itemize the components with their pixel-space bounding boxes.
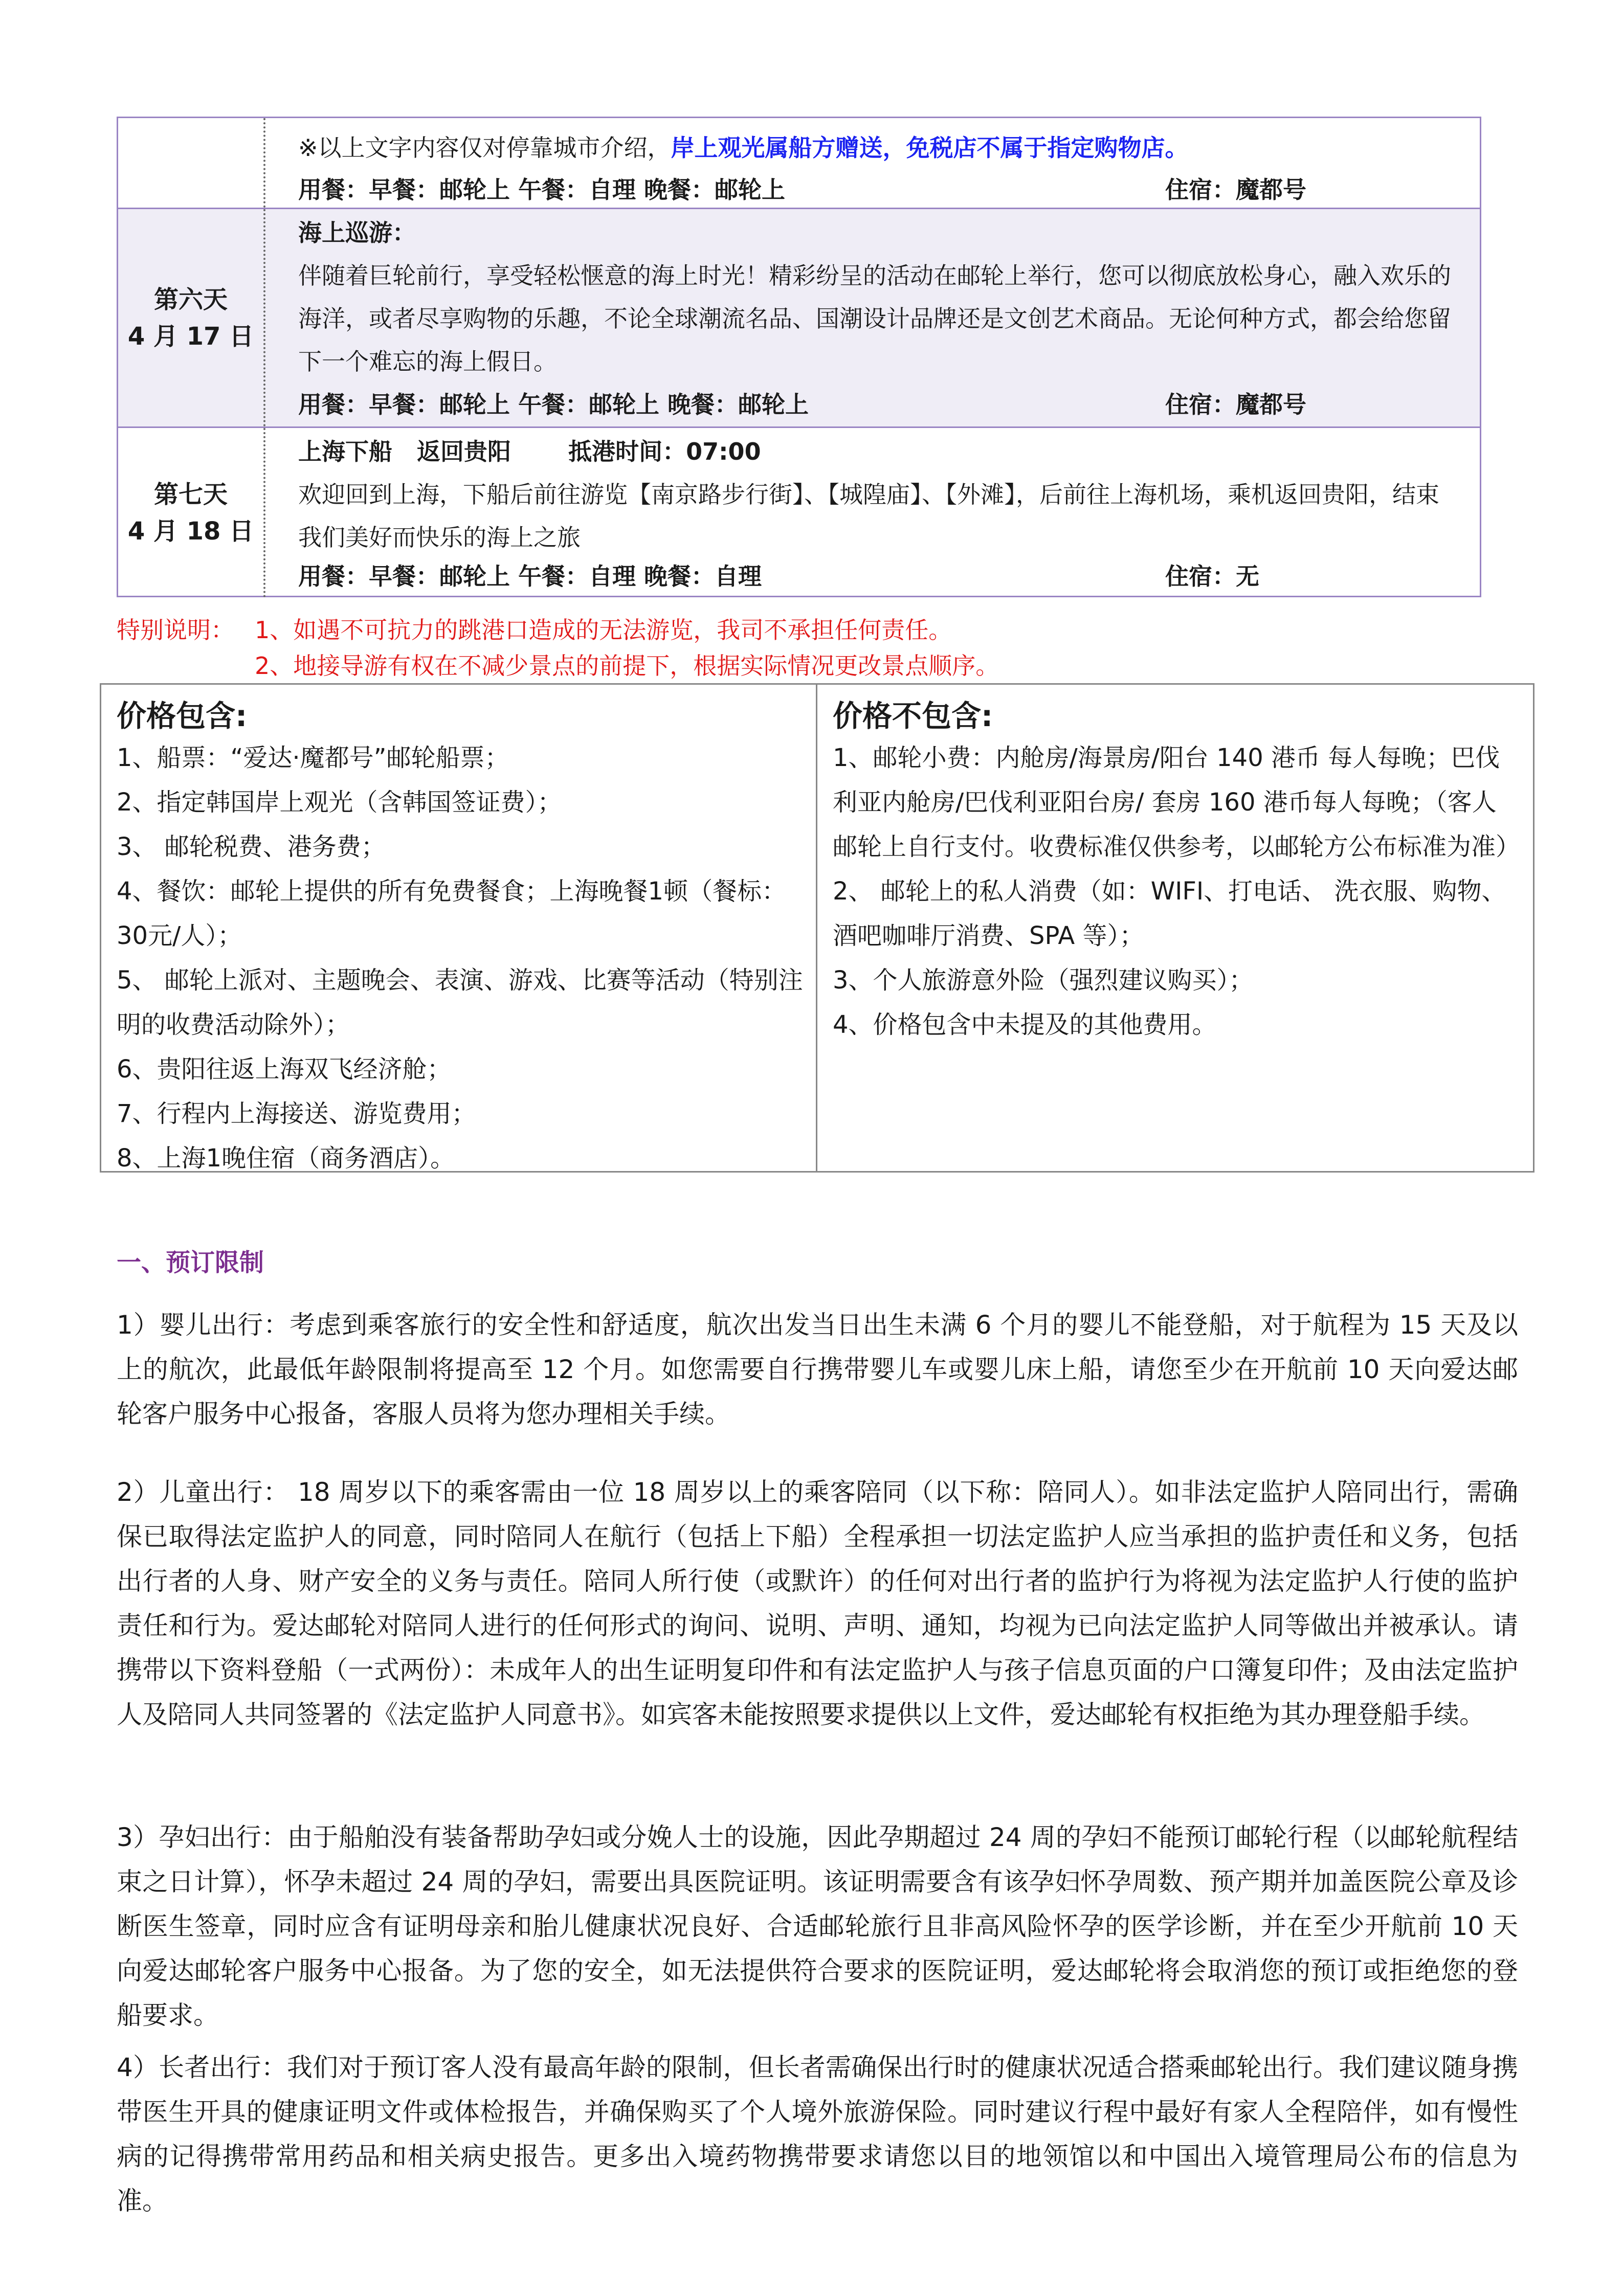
day-label: 第六天: [153, 285, 228, 314]
special-notes-label: 特别说明：: [117, 616, 234, 644]
list-item: 1、船票：“爱达·魔都号”邮轮船票；: [117, 744, 509, 772]
section-title: 一、预订限制: [117, 1248, 264, 1277]
note-highlight: 岸上观光属船方赠送，免税店不属于指定购物店。: [671, 134, 1189, 162]
day-cell-empty: [118, 118, 265, 208]
note-text: ※以上文字内容仅对停靠城市介绍，: [298, 134, 671, 162]
list-item: 2、指定韩国岸上观光（含韩国签证费）；: [117, 788, 562, 817]
day-description: 伴随着巨轮前行，享受轻松惬意的海上时光！精彩纷呈的活动在邮轮上举行，您可以彻底放松身心，融入欢乐的海洋，或者尽享购物的乐趣，不论全球潮流名品、国潮设计品牌还是文创艺术商品。无论何种方式，都会给您留下一个难忘的海上假日。: [298, 262, 1451, 375]
list-item: 3、个人旅游意外险（强烈建议购买）；: [833, 966, 1254, 995]
price-excludes-list: [833, 736, 1521, 1047]
booking-seniors: 4）长者出行：我们对于预订客人没有最高年龄的限制，但长者需确保出行时的健康状况适合搭乘邮轮出行。我们建议随身携带医生开具的健康证明文件或体检报告，并确保购买了个人境外旅游保险。同时建议行程中最好有家人全程陪伴，如有慢性病的记得携带常用药品和相关病史报告。更多出入境药物携带要求请您以目的地领馆以和中国出入境管理局公布的信息为准。: [117, 2053, 1518, 2216]
lodging-info: 住宿：魔都号: [1165, 391, 1306, 418]
list-item: 3、 邮轮税费、港务费；: [117, 832, 386, 861]
date-label: 4 月 18 日: [127, 516, 254, 546]
day-description: 欢迎回到上海，下船后前往游览【南京路步行街】、【城隍庙】、【外滩】，后前往上海机场，乘机返回贵阳，结束我们美好而快乐的海上之旅: [298, 481, 1439, 551]
day-label: 第七天: [153, 480, 228, 509]
meals-info: 用餐：早餐：邮轮上 午餐：自理 晚餐：邮轮上: [298, 176, 786, 204]
day-cell: [118, 209, 265, 426]
day-title: 上海下船 返回贵阳 抵港时间：07:00: [298, 438, 761, 465]
booking-pregnant: 3）孕妇出行：由于船舶没有装备帮助孕妇或分娩人士的设施，因此孕期超过 24 周的孕妇不能预订邮轮行程（以邮轮航程结束之日计算），怀孕未超过 24 周的孕妇，需要出具医院证明。该证明需要含有该孕妇怀孕周数、预产期并加盖医院公章及诊断医生签章，同时应含有证明母亲和胎儿健康状况良好、合适邮轮旅行且非高风险怀孕的医学诊断，并在至少开航前 10 天向爱达邮轮客户服务中心报备。为了您的安全，如无法提供符合要求的医院证明，爱达邮轮将会取消您的预订或拒绝您的登船要求。: [117, 1822, 1518, 2030]
itinerary-row-day6: [118, 208, 1480, 426]
port-note: [298, 129, 1189, 163]
list-item: 4、价格包含中未提及的其他费用。: [833, 1010, 1217, 1039]
itinerary-table: [117, 117, 1481, 597]
itinerary-row-day7: [118, 426, 1480, 597]
price-includes: [101, 685, 817, 1171]
price-excludes: [817, 685, 1533, 1171]
day-title: 海上巡游：: [298, 219, 416, 246]
list-item: 2、 邮轮上的私人消费（如：WIFI、打电话、 洗衣服、购物、酒吧咖啡厅消费、SPA 等）；: [833, 877, 1506, 950]
list-item: 1、邮轮小费：内舱房/海景房/阳台 140 港币 每人每晚；巴伐利亚内舱房/巴伐利亚阳台房/ 套房 160 港币每人每晚；（客人邮轮上自行支付。收费标准仅供参考，以邮轮方公布标准为准）: [833, 744, 1521, 861]
list-item: 8、上海1晚住宿（商务酒店）。: [117, 1144, 455, 1173]
list-item: 6、贵阳往返上海双飞经济舱；: [117, 1055, 452, 1084]
special-note-1: 1、如遇不可抗力的跳港口造成的无法游览，我司不承担任何责任。: [255, 616, 952, 644]
meals-info: 用餐：早餐：邮轮上 午餐：邮轮上 晚餐：邮轮上: [298, 391, 809, 418]
date-label: 4 月 17 日: [127, 322, 254, 351]
list-item: 4、餐饮：邮轮上提供的所有免费餐食；上海晚餐1顿（餐标：30元/人）；: [117, 877, 787, 950]
lodging-info: 住宿：魔都号: [1165, 176, 1306, 204]
price-includes-title: 价格包含:: [117, 699, 248, 733]
itinerary-row-port-note: [118, 118, 1480, 208]
price-includes-list: [117, 736, 806, 1181]
booking-infant: 1）婴儿出行：考虑到乘客旅行的安全性和舒适度，航次出发当日出生未满 6 个月的婴儿不能登船，对于航程为 15 天及以上的航次，此最低年龄限制将提高至 12 个月。如您需要自行携带婴儿车或婴儿床上船，请您至少在开航前 10 天向爱达邮轮客户服务中心报备，客服人员将为您办理相关手续。: [117, 1310, 1518, 1429]
meals-info: 用餐：早餐：邮轮上 午餐：自理 晚餐：自理: [298, 562, 762, 590]
booking-children: 2）儿童出行： 18 周岁以下的乘客需由一位 18 周岁以上的乘客陪同（以下称：陪同人）。如非法定监护人陪同出行，需确保已取得法定监护人的同意，同时陪同人在航行（包括上下船）全程承担一切法定监护人应当承担的监护责任和义务，包括出行者的人身、财产安全的义务与责任。陪同人所行使（或默许）的任何对出行者的监护行为将视为法定监护人行使的监护责任和行为。爱达邮轮对陪同人进行的任何形式的询问、说明、声明、通知，均视为已向法定监护人同等做出并被承认。请携带以下资料登船（一式两份）：未成年人的出生证明复印件和有法定监护人与孩子信息页面的户口簿复印件；及由法定监护人及陪同人共同签署的《法定监护人同意书》。如宾客未能按照要求提供以上文件，爱达邮轮有权拒绝为其办理登船手续。: [117, 1477, 1518, 1729]
lodging-info: 住宿：无: [1165, 562, 1259, 590]
price-table: [100, 683, 1534, 1173]
list-item: 5、 邮轮上派对、主题晚会、表演、游戏、比赛等活动（特别注明的收费活动除外）；: [117, 966, 803, 1039]
price-excludes-title: 价格不包含:: [833, 699, 993, 733]
list-item: 7、行程内上海接送、游览费用；: [117, 1099, 476, 1128]
day-cell: [118, 428, 265, 597]
special-note-2: 2、地接导游有权在不减少景点的前提下，根据实际情况更改景点顺序。: [255, 652, 999, 680]
